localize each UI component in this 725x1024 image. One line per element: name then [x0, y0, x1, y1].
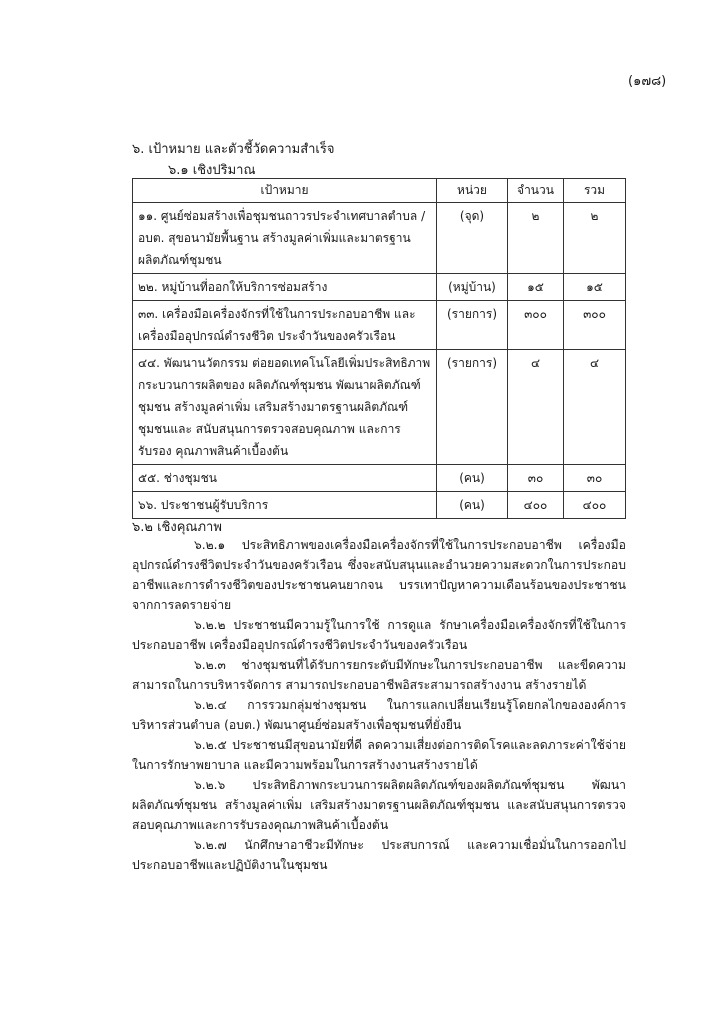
quality-item: ๖.๒.๒ ประชาชนมีความรู้ในการใช้ การดูแล รักษาเครื่องมือเครื่องจักรที่ใช้ในการประกอบอาชีพ เครื่องมืออุปกรณ์ดำรงชีวิตประจำวันของครัวเรือน — [132, 618, 626, 652]
total-cell: ๓๐ — [564, 465, 626, 492]
header-goal: เป้าหมาย — [133, 179, 437, 203]
unit-cell: (รายการ) — [437, 350, 508, 465]
table-row — [133, 203, 626, 274]
table-row — [133, 350, 626, 465]
quality-item: ๖.๒.๔ การรวมกลุ่มช่างชุมชน ในการแลกเปลี่ยนเรียนรู้โดยกลไกขององค์การบริหารส่วนตำบล (อบต.) พัฒนาศูนย์ซ่อมสร้างเพื่อชุมชนที่ยั่งยืน — [132, 698, 626, 732]
unit-cell: (รายการ) — [437, 301, 508, 350]
quality-item: ๖.๒.๗ นักศึกษาอาชีวะมีทักษะ ประสบการณ์ และความเชื่อมั่นในการออกไปประกอบอาชีพและปฏิบัติงานในชุมชน — [132, 838, 626, 872]
header-amount: จำนวน — [508, 179, 564, 203]
amount-cell: ๔ — [508, 350, 564, 465]
quality-item: ๖.๒.๓ ช่างชุมชนที่ได้รับการยกระดับมีทักษะในการประกอบอาชีพ และขีดความสามารถในการบริหารจัดการ สามารถประกอบอาชีพอิสระสามารถสร้างงาน สร้างรายได้ — [132, 658, 626, 692]
quality-item: ๖.๒.๕ ประชาชนมีสุขอนามัยที่ดี ลดความเสี่ยงต่อการติดโรคและลดภาระค่าใช้จ่ายในการรักษาพยาบาล และมีความพร้อมในการสร้างงานสร้างรายได้ — [132, 738, 626, 772]
total-cell: ๔ — [564, 350, 626, 465]
section-heading: ๖. เป้าหมาย และตัวชี้วัดความสำเร็จ — [132, 142, 335, 157]
quality-item: ๖.๒.๑ ประสิทธิภาพของเครื่องมือเครื่องจักรที่ใช้ในการประกอบอาชีพ เครื่องมืออุปกรณ์ดำรงชีวิตประจำวันของครัวเรือน ซึ่งจะสนับสนุนและอำนวยความสะดวกในการประกอบอาชีพและการดำรงชีวิตของประชาชนคนยากจน บรรเทาปัญหาความเดือนร้อนของประชาชนจากการลดรายจ่าย — [132, 538, 626, 612]
goals-table — [132, 178, 626, 519]
subsection-quantity-heading: ๖.๑ เชิงปริมาณ — [168, 163, 256, 178]
table-row — [133, 274, 626, 301]
goal-cell: ๓๓. เครื่องมือเครื่องจักรที่ใช้ในการประกอบอาชีพ และเครื่องมืออุปกรณ์ดำรงชีวิต ประจำวันของครัวเรือน — [133, 301, 437, 350]
unit-cell: (คน) — [437, 492, 508, 519]
quality-item: ๖.๒.๖ ประสิทธิภาพกระบวนการผลิตผลิตภัณฑ์ของผลิตภัณฑ์ชุมชน พัฒนาผลิตภัณฑ์ชุมชน สร้างมูลค่าเพิ่ม เสริมสร้างมาตรฐานผลิตภัณฑ์ชุมชน และสนับสนุนการตรวจสอบคุณภาพและการรับรองคุณภาพสินค้าเบื้องต้น — [132, 778, 626, 832]
subsection-quality-heading: ๖.๒ เชิงคุณภาพ — [132, 520, 222, 535]
table-row — [133, 492, 626, 519]
amount-cell: ๓๐ — [508, 465, 564, 492]
unit-cell: (จุด) — [437, 203, 508, 274]
amount-cell: ๔๐๐ — [508, 492, 564, 519]
total-cell: ๓๐๐ — [564, 301, 626, 350]
total-cell: ๑๕ — [564, 274, 626, 301]
table-header-row — [133, 179, 626, 203]
goal-cell: ๔๔. พัฒนานวัตกรรม ต่อยอดเทคโนโลยีเพิ่มประสิทธิภาพกระบวนการผลิตของ ผลิตภัณฑ์ชุมชน พัฒนาผลิตภัณฑ์ชุมชน สร้างมูลค่าเพิ่ม เสริมสร้างมาตรฐานผลิตภัณฑ์ชุมชนและ สนับสนุนการตรวจสอบคุณภาพ และการรับรอง คุณภาพสินค้าเบื้องต้น — [133, 350, 437, 465]
quality-list — [132, 535, 626, 875]
table-row — [133, 301, 626, 350]
total-cell: ๔๐๐ — [564, 492, 626, 519]
goal-cell: ๑๑. ศูนย์ซ่อมสร้างเพื่อชุมชนถาวรประจำเทศบาลตำบล / อบต. สุขอนามัยพื้นฐาน สร้างมูลค่าเพิ่มและมาตรฐานผลิตภัณฑ์ชุมชน — [133, 203, 437, 274]
header-unit: หน่วย — [437, 179, 508, 203]
goal-cell: ๖๖. ประชาชนผู้รับบริการ — [133, 492, 437, 519]
unit-cell: (คน) — [437, 465, 508, 492]
page-number: (๑๗๘) — [628, 74, 667, 89]
total-cell: ๒ — [564, 203, 626, 274]
amount-cell: ๒ — [508, 203, 564, 274]
unit-cell: (หมู่บ้าน) — [437, 274, 508, 301]
amount-cell: ๓๐๐ — [508, 301, 564, 350]
amount-cell: ๑๕ — [508, 274, 564, 301]
table-row — [133, 465, 626, 492]
goal-cell: ๒๒. หมู่บ้านที่ออกให้บริการซ่อมสร้าง — [133, 274, 437, 301]
header-total: รวม — [564, 179, 626, 203]
goal-cell: ๕๕. ช่างชุมชน — [133, 465, 437, 492]
